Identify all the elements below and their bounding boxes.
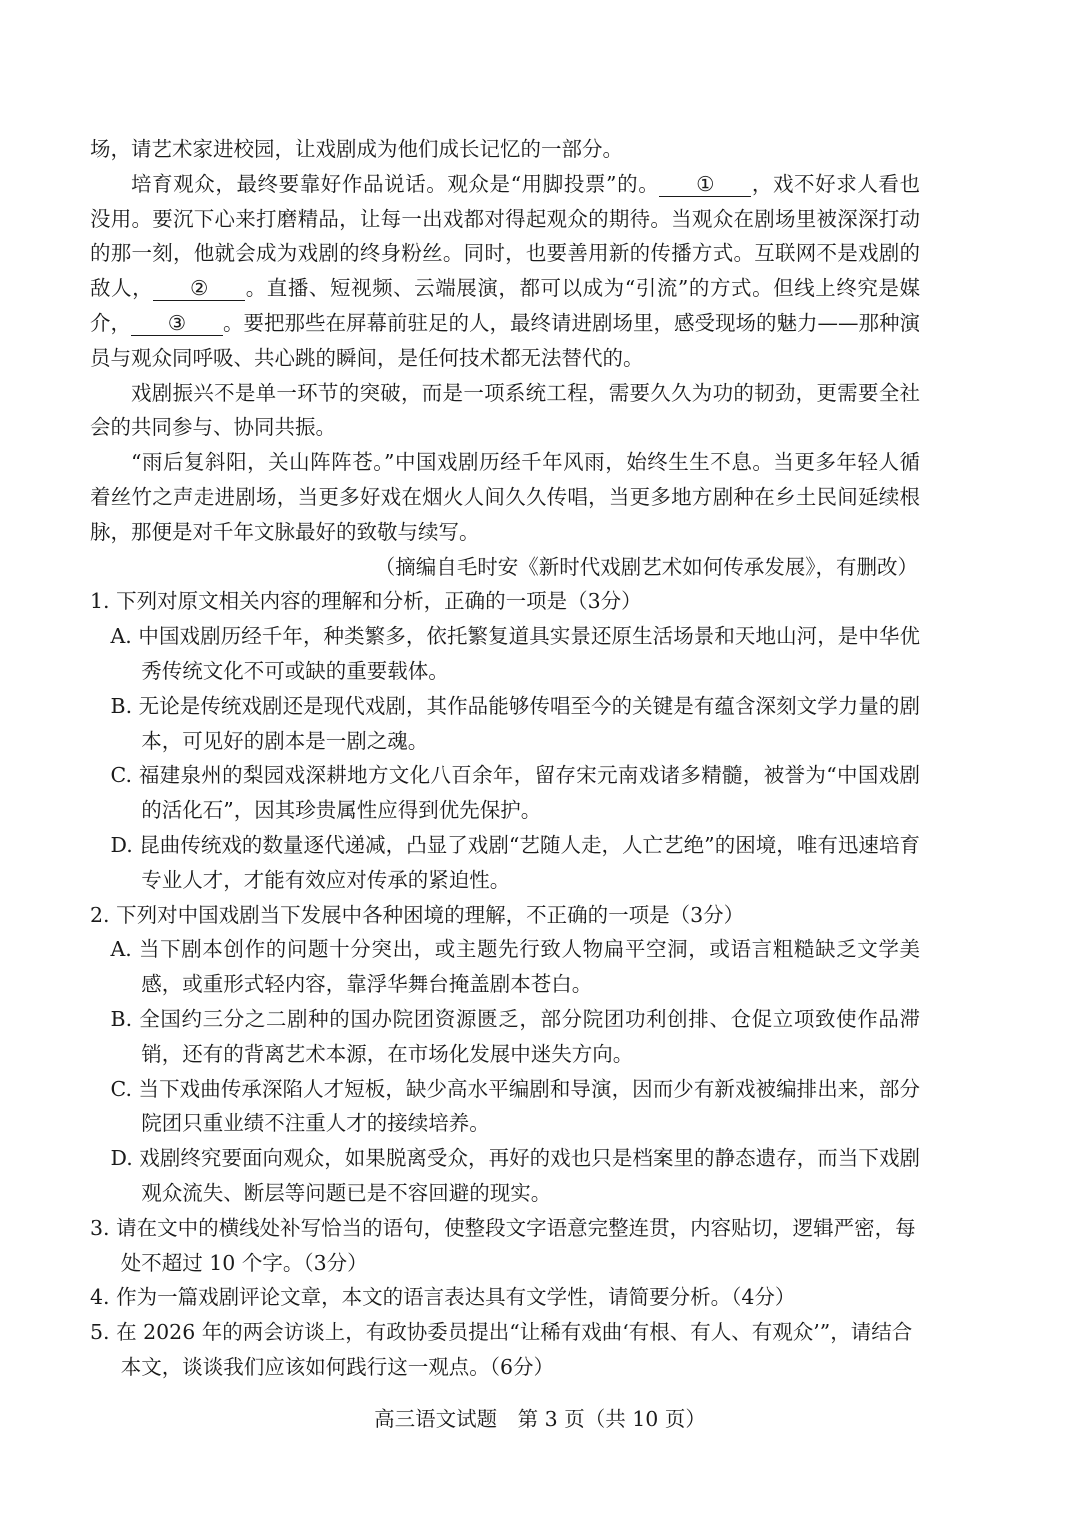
article-paragraph: “雨后复斜阳，关山阵阵苍。”中国戏剧历经千年风雨，始终生生不息。当更多年轻人循着丝竹之声走进剧场，当更多好戏在烟火人间久久传唱，当更多地方剧种在乡土民间延续根脉，那便是对千年文脉最好的致敬与续写。	[90, 450, 920, 544]
answer-blank-2: ②	[153, 276, 245, 301]
option-b: B. 无论是传统戏剧还是现代戏剧，其作品能够传唱至今的关键是有蕴含深刻文学力量的剧本，可见好的剧本是一剧之魂。	[110, 693, 920, 753]
article-text: 。要把那些在屏幕前驻足的人，最终请进剧场里，感受现场的魅力——那种演员与观众同呼吸、共心跳的瞬间，是任何技术都无法替代的。	[90, 310, 920, 370]
source-citation: （摘编自毛时安《新时代戏剧艺术如何传承发展》，有删改）	[374, 554, 918, 579]
option-a: A. 当下剧本创作的问题十分突出，或主题先行致人物扁平空洞，或语言粗糙缺乏文学美感，或重形式轻内容，靠浮华舞台掩盖剧本苍白。	[110, 937, 920, 997]
article-text: ，戏不好求人看也没用。要沉下心来打磨精品，让每一出戏都对得起观众的期待。当观众在剧场里被深深打动的那一刻，他就会成为戏剧的终身粉丝。同时，也要善用新的传播方式。互联网不是戏剧的敌人，	[90, 171, 920, 301]
question-2	[90, 898, 920, 1211]
question-4: 4. 作为一篇戏剧评论文章，本文的语言表达具有文学性，请简要分析。（4分）	[90, 1285, 796, 1310]
question-stem: 1. 下列对原文相关内容的理解和分析，正确的一项是（3分）	[90, 589, 642, 614]
answer-blank-1: ①	[659, 172, 751, 197]
option-d: D. 戏剧终究要面向观众，如果脱离受众，再好的戏也只是档案里的静态遗存，而当下戏剧观众流失、断层等问题已是不容回避的现实。	[110, 1146, 920, 1205]
article-paragraph: 戏剧振兴不是单一环节的突破，而是一项系统工程，需要久久为功的韧劲，更需要全社会的共同参与、协同共振。	[90, 380, 920, 440]
option-c: C. 当下戏曲传承深陷人才短板，缺少高水平编剧和导演，因而少有新戏被编排出来，部分院团只重业绩不注重人才的接续培养。	[110, 1076, 920, 1136]
option-b: B. 全国约三分之二剧种的国办院团资源匮乏，部分院团功利创排、仓促立项致使作品滞销，还有的背离艺术本源，在市场化发展中迷失方向。	[110, 1006, 920, 1066]
option-d: D. 昆曲传统戏的数量逐代递减，凸显了戏剧“艺随人走，人亡艺绝”的困境，唯有迅速培育专业人才，才能有效应对传承的紧迫性。	[110, 832, 920, 892]
article-paragraph-blanks	[90, 167, 920, 376]
option-a: A. 中国戏剧历经千年，种类繁多，依托繁复道具实景还原生活场景和天地山河，是中华优秀传统文化不可或缺的重要载体。	[110, 624, 920, 683]
question-3: 3. 请在文中的横线处补写恰当的语句，使整段文字语意完整连贯，内容贴切，逻辑严密，每处不超过 10 个字。（3分）	[90, 1215, 916, 1275]
question-stem: 2. 下列对中国戏剧当下发展中各种困境的理解，不正确的一项是（3分）	[90, 902, 745, 927]
article-text: 培育观众，最终要靠好作品说话。观众是“用脚投票”的。	[131, 171, 660, 196]
article-paragraph: 场，请艺术家进校园，让戏剧成为他们成长记忆的一部分。	[90, 137, 623, 161]
option-c: C. 福建泉州的梨园戏深耕地方文化八百余年，留存宋元南戏诸多精髓，被誉为“中国戏剧的活化石”，因其珍贵属性应得到优先保护。	[110, 763, 920, 823]
question-1	[90, 584, 920, 897]
answer-blank-3: ③	[131, 311, 223, 336]
article-text: 。直播、短视频、云端展演，都可以成为“引流”的方式。但线上终究是媒介，	[90, 276, 920, 335]
question-5: 5. 在 2026 年的两会访谈上，有政协委员提出“让稀有戏曲‘有根、有人、有观众’”，请结合本文，谈谈我们应该如何践行这一观点。（6分）	[90, 1320, 913, 1379]
page-footer: 高三语文试题 第 3 页（共 10 页）	[374, 1407, 706, 1431]
